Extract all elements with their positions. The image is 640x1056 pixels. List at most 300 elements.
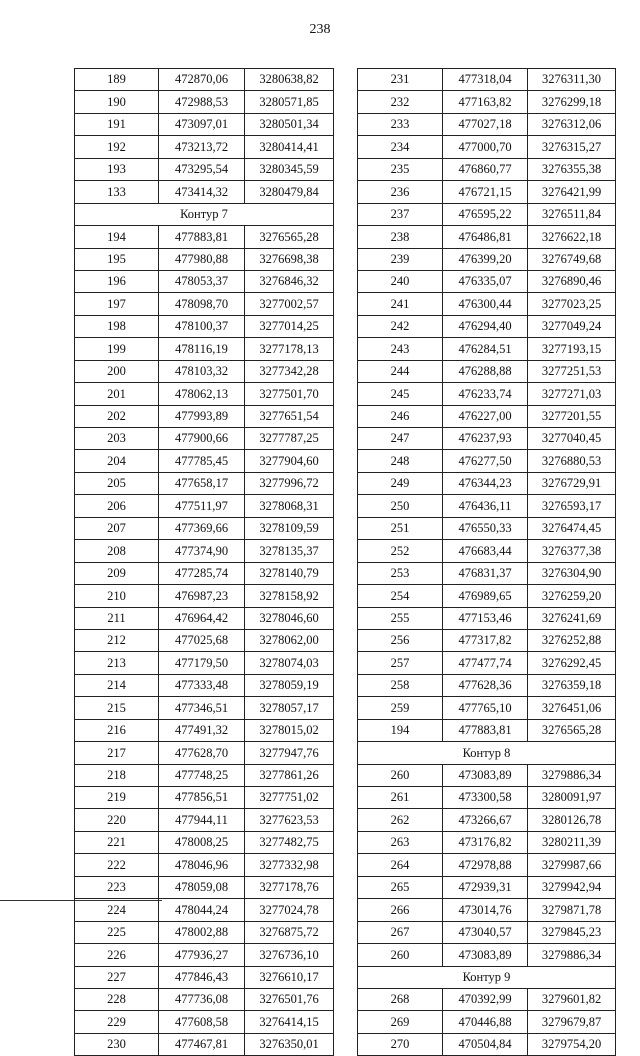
- point-number-cell: 226: [75, 944, 159, 966]
- point-number-cell: 210: [75, 585, 159, 607]
- y-coordinate-cell: 3276610,17: [245, 966, 334, 988]
- coordinates-table-right: [357, 68, 616, 1056]
- y-coordinate-cell: 3277332,98: [245, 854, 334, 876]
- point-number-cell: 207: [75, 517, 159, 539]
- table-row: [75, 742, 334, 764]
- x-coordinate-cell: 477467,81: [159, 1033, 245, 1055]
- table-row: [358, 405, 616, 427]
- x-coordinate-cell: 477736,08: [159, 988, 245, 1010]
- x-coordinate-cell: 477491,32: [159, 719, 245, 741]
- x-coordinate-cell: 478044,24: [159, 899, 245, 921]
- y-coordinate-cell: 3278046,60: [245, 607, 334, 629]
- table-row: [358, 719, 616, 741]
- y-coordinate-cell: 3276729,91: [528, 472, 616, 494]
- table-row: [358, 226, 616, 248]
- table-row: [75, 652, 334, 674]
- x-coordinate-cell: 477883,81: [443, 719, 528, 741]
- y-coordinate-cell: 3277996,72: [245, 472, 334, 494]
- y-coordinate-cell: 3280091,97: [528, 787, 616, 809]
- y-coordinate-cell: 3279845,23: [528, 921, 616, 943]
- x-coordinate-cell: 472870,06: [159, 69, 245, 91]
- x-coordinate-cell: 477856,51: [159, 787, 245, 809]
- contour-caption: Контур 9: [358, 966, 616, 988]
- y-coordinate-cell: 3276749,68: [528, 248, 616, 270]
- x-coordinate-cell: 476277,50: [443, 450, 528, 472]
- x-coordinate-cell: 476335,07: [443, 270, 528, 292]
- x-coordinate-cell: 473097,01: [159, 113, 245, 135]
- y-coordinate-cell: 3277040,45: [528, 428, 616, 450]
- y-coordinate-cell: 3277501,70: [245, 383, 334, 405]
- point-number-cell: 267: [358, 921, 443, 943]
- point-number-cell: 260: [358, 764, 443, 786]
- point-number-cell: 229: [75, 1011, 159, 1033]
- x-coordinate-cell: 477993,89: [159, 405, 245, 427]
- point-number-cell: 222: [75, 854, 159, 876]
- x-coordinate-cell: 477374,90: [159, 540, 245, 562]
- contour-caption-row: [358, 742, 616, 764]
- x-coordinate-cell: 476344,23: [443, 472, 528, 494]
- x-coordinate-cell: 478053,37: [159, 270, 245, 292]
- table-row: [358, 450, 616, 472]
- point-number-cell: 199: [75, 338, 159, 360]
- x-coordinate-cell: 477163,82: [443, 91, 528, 113]
- table-row: [75, 697, 334, 719]
- point-number-cell: 232: [358, 91, 443, 113]
- point-number-cell: 239: [358, 248, 443, 270]
- table-row: [75, 405, 334, 427]
- y-coordinate-cell: 3280345,59: [245, 158, 334, 180]
- y-coordinate-cell: 3279871,78: [528, 899, 616, 921]
- page-number: 238: [309, 22, 331, 37]
- x-coordinate-cell: 476550,33: [443, 517, 528, 539]
- y-coordinate-cell: 3278109,59: [245, 517, 334, 539]
- table-row: [75, 854, 334, 876]
- table-row: [358, 854, 616, 876]
- table-row: [358, 270, 616, 292]
- table-row: [358, 158, 616, 180]
- table-row: [75, 517, 334, 539]
- table-row: [75, 764, 334, 786]
- point-number-cell: 221: [75, 831, 159, 853]
- point-number-cell: 255: [358, 607, 443, 629]
- x-coordinate-cell: 476964,42: [159, 607, 245, 629]
- y-coordinate-cell: 3276292,45: [528, 652, 616, 674]
- table-row: [75, 787, 334, 809]
- point-number-cell: 242: [358, 315, 443, 337]
- x-coordinate-cell: 476233,74: [443, 383, 528, 405]
- table-row: [358, 338, 616, 360]
- x-coordinate-cell: 477179,50: [159, 652, 245, 674]
- x-coordinate-cell: 476595,22: [443, 203, 528, 225]
- table-row: [358, 472, 616, 494]
- y-coordinate-cell: 3276421,99: [528, 181, 616, 203]
- y-coordinate-cell: 3276511,84: [528, 203, 616, 225]
- x-coordinate-cell: 473176,82: [443, 831, 528, 853]
- point-number-cell: 193: [75, 158, 159, 180]
- x-coordinate-cell: 478002,88: [159, 921, 245, 943]
- x-coordinate-cell: 477628,70: [159, 742, 245, 764]
- point-number-cell: 223: [75, 876, 159, 898]
- point-number-cell: 266: [358, 899, 443, 921]
- x-coordinate-cell: 477883,81: [159, 226, 245, 248]
- point-number-cell: 261: [358, 787, 443, 809]
- x-coordinate-cell: 478059,08: [159, 876, 245, 898]
- table-row: [358, 360, 616, 382]
- point-number-cell: 224: [75, 899, 159, 921]
- y-coordinate-cell: 3278015,02: [245, 719, 334, 741]
- table-row: [75, 428, 334, 450]
- x-coordinate-cell: 477317,82: [443, 629, 528, 651]
- table-row: [358, 495, 616, 517]
- table-row: [75, 136, 334, 158]
- table-row: [75, 338, 334, 360]
- x-coordinate-cell: 477025,68: [159, 629, 245, 651]
- point-number-cell: 235: [358, 158, 443, 180]
- point-number-cell: 243: [358, 338, 443, 360]
- table-row: [358, 787, 616, 809]
- point-number-cell: 213: [75, 652, 159, 674]
- y-coordinate-cell: 3277651,54: [245, 405, 334, 427]
- x-coordinate-cell: 478062,13: [159, 383, 245, 405]
- table-row: [358, 674, 616, 696]
- x-coordinate-cell: 470446,88: [443, 1011, 528, 1033]
- y-coordinate-cell: 3278059,19: [245, 674, 334, 696]
- y-coordinate-cell: 3277482,75: [245, 831, 334, 853]
- table-row: [358, 585, 616, 607]
- x-coordinate-cell: 478046,96: [159, 854, 245, 876]
- table-row: [75, 607, 334, 629]
- point-number-cell: 247: [358, 428, 443, 450]
- point-number-cell: 253: [358, 562, 443, 584]
- point-number-cell: 191: [75, 113, 159, 135]
- table-row: [358, 293, 616, 315]
- y-coordinate-cell: 3280571,85: [245, 91, 334, 113]
- table-row: [358, 697, 616, 719]
- x-coordinate-cell: 477846,43: [159, 966, 245, 988]
- table-row: [75, 562, 334, 584]
- x-coordinate-cell: 477944,11: [159, 809, 245, 831]
- y-coordinate-cell: 3280211,39: [528, 831, 616, 853]
- point-number-cell: 251: [358, 517, 443, 539]
- table-row: [358, 517, 616, 539]
- y-coordinate-cell: 3279886,34: [528, 764, 616, 786]
- table-row: [358, 652, 616, 674]
- x-coordinate-cell: 477511,97: [159, 495, 245, 517]
- contour-caption-row: [358, 966, 616, 988]
- point-number-cell: 218: [75, 764, 159, 786]
- y-coordinate-cell: 3277861,26: [245, 764, 334, 786]
- point-number-cell: 190: [75, 91, 159, 113]
- x-coordinate-cell: 472988,53: [159, 91, 245, 113]
- table-row: [358, 1011, 616, 1033]
- y-coordinate-cell: 3276474,45: [528, 517, 616, 539]
- y-coordinate-cell: 3277024,78: [245, 899, 334, 921]
- point-number-cell: 245: [358, 383, 443, 405]
- y-coordinate-cell: 3276359,18: [528, 674, 616, 696]
- x-coordinate-cell: 476860,77: [443, 158, 528, 180]
- table-row: [75, 495, 334, 517]
- y-coordinate-cell: 3276622,18: [528, 226, 616, 248]
- table-row: [75, 315, 334, 337]
- y-coordinate-cell: 3276593,17: [528, 495, 616, 517]
- point-number-cell: 200: [75, 360, 159, 382]
- table-row: [75, 383, 334, 405]
- x-coordinate-cell: 477658,17: [159, 472, 245, 494]
- x-coordinate-cell: 476989,65: [443, 585, 528, 607]
- point-number-cell: 263: [358, 831, 443, 853]
- y-coordinate-cell: 3276299,18: [528, 91, 616, 113]
- table-row: [358, 629, 616, 651]
- point-number-cell: 262: [358, 809, 443, 831]
- point-number-cell: 133: [75, 181, 159, 203]
- x-coordinate-cell: 476486,81: [443, 226, 528, 248]
- x-coordinate-cell: 472978,88: [443, 854, 528, 876]
- x-coordinate-cell: 477477,74: [443, 652, 528, 674]
- point-number-cell: 228: [75, 988, 159, 1010]
- table-row: [358, 899, 616, 921]
- y-coordinate-cell: 3276501,76: [245, 988, 334, 1010]
- y-coordinate-cell: 3277751,02: [245, 787, 334, 809]
- point-number-cell: 237: [358, 203, 443, 225]
- x-coordinate-cell: 473040,57: [443, 921, 528, 943]
- point-number-cell: 238: [358, 226, 443, 248]
- x-coordinate-cell: 477765,10: [443, 697, 528, 719]
- x-coordinate-cell: 477027,18: [443, 113, 528, 135]
- contour-caption: Контур 8: [358, 742, 616, 764]
- x-coordinate-cell: 477936,27: [159, 944, 245, 966]
- point-number-cell: 236: [358, 181, 443, 203]
- x-coordinate-cell: 473266,67: [443, 809, 528, 831]
- table-row: [358, 91, 616, 113]
- x-coordinate-cell: 477369,66: [159, 517, 245, 539]
- point-number-cell: 227: [75, 966, 159, 988]
- point-number-cell: 216: [75, 719, 159, 741]
- y-coordinate-cell: 3276880,53: [528, 450, 616, 472]
- point-number-cell: 256: [358, 629, 443, 651]
- table-row: [358, 831, 616, 853]
- point-number-cell: 215: [75, 697, 159, 719]
- y-coordinate-cell: 3278074,03: [245, 652, 334, 674]
- y-coordinate-cell: 3276304,90: [528, 562, 616, 584]
- point-number-cell: 204: [75, 450, 159, 472]
- point-number-cell: 225: [75, 921, 159, 943]
- y-coordinate-cell: 3276311,30: [528, 69, 616, 91]
- table-row: [358, 1033, 616, 1055]
- footer-rule: [0, 900, 162, 901]
- point-number-cell: 233: [358, 113, 443, 135]
- x-coordinate-cell: 476288,88: [443, 360, 528, 382]
- y-coordinate-cell: 3279754,20: [528, 1033, 616, 1055]
- y-coordinate-cell: 3277014,25: [245, 315, 334, 337]
- table-row: [75, 293, 334, 315]
- point-number-cell: 208: [75, 540, 159, 562]
- x-coordinate-cell: 473083,89: [443, 764, 528, 786]
- y-coordinate-cell: 3277342,28: [245, 360, 334, 382]
- point-number-cell: 197: [75, 293, 159, 315]
- point-number-cell: 258: [358, 674, 443, 696]
- table-row: [358, 315, 616, 337]
- table-row: [358, 383, 616, 405]
- point-number-cell: 198: [75, 315, 159, 337]
- y-coordinate-cell: 3277178,13: [245, 338, 334, 360]
- table-row: [358, 428, 616, 450]
- y-coordinate-cell: 3276698,38: [245, 248, 334, 270]
- table-row: [75, 248, 334, 270]
- y-coordinate-cell: 3280414,41: [245, 136, 334, 158]
- point-number-cell: 260: [358, 944, 443, 966]
- y-coordinate-cell: 3276355,38: [528, 158, 616, 180]
- y-coordinate-cell: 3278062,00: [245, 629, 334, 651]
- y-coordinate-cell: 3276315,27: [528, 136, 616, 158]
- x-coordinate-cell: 477980,88: [159, 248, 245, 270]
- point-number-cell: 211: [75, 607, 159, 629]
- table-row: [358, 113, 616, 135]
- table-row: [75, 988, 334, 1010]
- point-number-cell: 241: [358, 293, 443, 315]
- table-row: [75, 158, 334, 180]
- point-number-cell: 195: [75, 248, 159, 270]
- point-number-cell: 244: [358, 360, 443, 382]
- x-coordinate-cell: 473300,58: [443, 787, 528, 809]
- x-coordinate-cell: 478103,32: [159, 360, 245, 382]
- y-coordinate-cell: 3276350,01: [245, 1033, 334, 1055]
- table-row: [75, 226, 334, 248]
- y-coordinate-cell: 3278158,92: [245, 585, 334, 607]
- point-number-cell: 230: [75, 1033, 159, 1055]
- y-coordinate-cell: 3276414,15: [245, 1011, 334, 1033]
- x-coordinate-cell: 477346,51: [159, 697, 245, 719]
- table-row: [75, 944, 334, 966]
- y-coordinate-cell: 3276736,10: [245, 944, 334, 966]
- table-row: [358, 921, 616, 943]
- y-coordinate-cell: 3276846,32: [245, 270, 334, 292]
- point-number-cell: 196: [75, 270, 159, 292]
- y-coordinate-cell: 3276875,72: [245, 921, 334, 943]
- table-row: [358, 69, 616, 91]
- y-coordinate-cell: 3276241,69: [528, 607, 616, 629]
- point-number-cell: 254: [358, 585, 443, 607]
- y-coordinate-cell: 3279987,66: [528, 854, 616, 876]
- point-number-cell: 206: [75, 495, 159, 517]
- x-coordinate-cell: 476721,15: [443, 181, 528, 203]
- x-coordinate-cell: 476987,23: [159, 585, 245, 607]
- y-coordinate-cell: 3278057,17: [245, 697, 334, 719]
- table-row: [358, 562, 616, 584]
- y-coordinate-cell: 3280638,82: [245, 69, 334, 91]
- point-number-cell: 220: [75, 809, 159, 831]
- y-coordinate-cell: 3277947,76: [245, 742, 334, 764]
- table-row: [75, 360, 334, 382]
- point-number-cell: 203: [75, 428, 159, 450]
- table-row: [75, 69, 334, 91]
- table-row: [75, 1033, 334, 1055]
- point-number-cell: 194: [358, 719, 443, 741]
- table-row: [75, 113, 334, 135]
- table-row: [75, 719, 334, 741]
- table-row: [358, 136, 616, 158]
- x-coordinate-cell: 473213,72: [159, 136, 245, 158]
- x-coordinate-cell: 476399,20: [443, 248, 528, 270]
- y-coordinate-cell: 3277023,25: [528, 293, 616, 315]
- table-row: [75, 674, 334, 696]
- point-number-cell: 209: [75, 562, 159, 584]
- x-coordinate-cell: 473295,54: [159, 158, 245, 180]
- x-coordinate-cell: 477153,46: [443, 607, 528, 629]
- y-coordinate-cell: 3276259,20: [528, 585, 616, 607]
- point-number-cell: 231: [358, 69, 443, 91]
- point-number-cell: 250: [358, 495, 443, 517]
- table-row: [358, 876, 616, 898]
- x-coordinate-cell: 472939,31: [443, 876, 528, 898]
- table-row: [75, 831, 334, 853]
- point-number-cell: 249: [358, 472, 443, 494]
- table-row: [75, 91, 334, 113]
- point-number-cell: 192: [75, 136, 159, 158]
- y-coordinate-cell: 3278135,37: [245, 540, 334, 562]
- point-number-cell: 214: [75, 674, 159, 696]
- x-coordinate-cell: 477608,58: [159, 1011, 245, 1033]
- table-row: [75, 921, 334, 943]
- x-coordinate-cell: 477628,36: [443, 674, 528, 696]
- x-coordinate-cell: 470504,84: [443, 1033, 528, 1055]
- y-coordinate-cell: 3277002,57: [245, 293, 334, 315]
- table-row: [75, 540, 334, 562]
- point-number-cell: 189: [75, 69, 159, 91]
- table-row: [358, 540, 616, 562]
- x-coordinate-cell: 477285,74: [159, 562, 245, 584]
- table-row: [358, 248, 616, 270]
- table-row: [75, 876, 334, 898]
- y-coordinate-cell: 3276451,06: [528, 697, 616, 719]
- y-coordinate-cell: 3277193,15: [528, 338, 616, 360]
- x-coordinate-cell: 476284,51: [443, 338, 528, 360]
- y-coordinate-cell: 3276312,06: [528, 113, 616, 135]
- x-coordinate-cell: 478008,25: [159, 831, 245, 853]
- y-coordinate-cell: 3276377,38: [528, 540, 616, 562]
- x-coordinate-cell: 476237,93: [443, 428, 528, 450]
- table-row: [358, 988, 616, 1010]
- x-coordinate-cell: 476294,40: [443, 315, 528, 337]
- x-coordinate-cell: 476436,11: [443, 495, 528, 517]
- point-number-cell: 240: [358, 270, 443, 292]
- x-coordinate-cell: 473414,32: [159, 181, 245, 203]
- y-coordinate-cell: 3279601,82: [528, 988, 616, 1010]
- y-coordinate-cell: 3277904,60: [245, 450, 334, 472]
- y-coordinate-cell: 3279942,94: [528, 876, 616, 898]
- y-coordinate-cell: 3277178,76: [245, 876, 334, 898]
- table-row: [358, 203, 616, 225]
- table-row: [75, 629, 334, 651]
- point-number-cell: 257: [358, 652, 443, 674]
- y-coordinate-cell: 3277623,53: [245, 809, 334, 831]
- x-coordinate-cell: 470392,99: [443, 988, 528, 1010]
- point-number-cell: 201: [75, 383, 159, 405]
- y-coordinate-cell: 3278140,79: [245, 562, 334, 584]
- point-number-cell: 234: [358, 136, 443, 158]
- y-coordinate-cell: 3277787,25: [245, 428, 334, 450]
- y-coordinate-cell: 3276565,28: [245, 226, 334, 248]
- point-number-cell: 248: [358, 450, 443, 472]
- table-row: [75, 899, 334, 921]
- point-number-cell: 264: [358, 854, 443, 876]
- table-row: [358, 181, 616, 203]
- table-row: [75, 450, 334, 472]
- x-coordinate-cell: 473083,89: [443, 944, 528, 966]
- y-coordinate-cell: 3276252,88: [528, 629, 616, 651]
- table-row: [75, 1011, 334, 1033]
- table-row: [75, 472, 334, 494]
- point-number-cell: 246: [358, 405, 443, 427]
